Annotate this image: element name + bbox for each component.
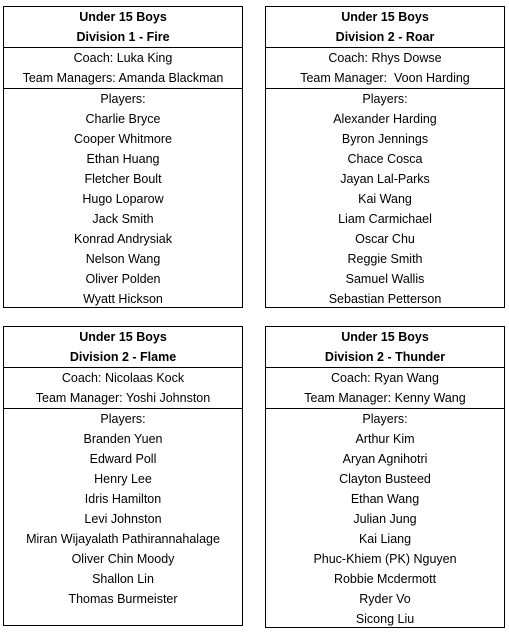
player-name: Kai Liang (358, 532, 412, 546)
team-card-roar (265, 6, 505, 308)
player-name: Ethan Wang (350, 492, 420, 506)
player-name: Levi Johnston (84, 512, 162, 526)
staff-section (266, 368, 504, 409)
team-card-fire (3, 6, 243, 308)
players-section (266, 89, 504, 309)
player-name: Liam Carmichael (338, 212, 432, 226)
player-name: Fletcher Boult (84, 172, 162, 186)
staff-section (266, 48, 504, 89)
player-name: Edward Poll (89, 452, 157, 466)
division-title: Division 1 - Fire (76, 30, 170, 44)
players-section (4, 409, 242, 609)
player-name: Phuc-Khiem (PK) Nguyen (313, 552, 457, 566)
player-name: Oscar Chu (355, 232, 415, 246)
coach-label: Coach: Rhys Dowse (328, 51, 442, 65)
player-name: Arthur Kim (355, 432, 415, 446)
player-name: Alexander Harding (333, 112, 437, 126)
player-name: Hugo Loparow (82, 192, 164, 206)
manager-label: Team Manager: Voon Harding (300, 71, 470, 85)
players-section (4, 89, 242, 309)
team-header (4, 7, 242, 48)
player-name: Oliver Polden (85, 272, 161, 286)
division-title: Division 2 - Thunder (324, 350, 446, 364)
player-name: Jack Smith (92, 212, 154, 226)
age-group-title: Under 15 Boys (79, 10, 167, 24)
players-heading: Players: (362, 92, 408, 106)
players-section (266, 409, 504, 629)
team-card-flame (3, 326, 243, 626)
players-list (266, 429, 504, 629)
staff-section (4, 368, 242, 409)
player-name: Robbie Mcdermott (333, 572, 437, 586)
player-name: Jayan Lal-Parks (340, 172, 430, 186)
team-header (4, 327, 242, 368)
player-name: Thomas Burmeister (68, 592, 178, 606)
manager-label: Team Manager: Kenny Wang (304, 391, 466, 405)
coach-label: Coach: Ryan Wang (331, 371, 439, 385)
player-name: Byron Jennings (341, 132, 429, 146)
team-header (266, 7, 504, 48)
player-name: Oliver Chin Moody (71, 552, 175, 566)
players-list (4, 109, 242, 309)
players-list (4, 429, 242, 609)
team-card-thunder (265, 326, 505, 628)
staff-section (4, 48, 242, 89)
coach-label: Coach: Nicolaas Kock (61, 371, 185, 385)
player-name: Cooper Whitmore (74, 132, 172, 146)
manager-label: Team Manager: Yoshi Johnston (35, 391, 211, 405)
player-name: Henry Lee (94, 472, 152, 486)
player-name: Charlie Bryce (85, 112, 161, 126)
player-name: Nelson Wang (85, 252, 161, 266)
player-name: Clayton Busteed (339, 472, 431, 486)
players-heading: Players: (100, 412, 146, 426)
player-name: Shallon Lin (92, 572, 154, 586)
player-name: Kai Wang (358, 192, 412, 206)
age-group-title: Under 15 Boys (341, 330, 429, 344)
player-name: Sicong Liu (355, 612, 415, 626)
player-name: Chace Cosca (347, 152, 423, 166)
player-name: Konrad Andrysiak (74, 232, 172, 246)
players-heading: Players: (362, 412, 408, 426)
players-heading: Players: (100, 92, 146, 106)
player-name: Sebastian Petterson (328, 292, 442, 306)
age-group-title: Under 15 Boys (341, 10, 429, 24)
player-name: Samuel Wallis (345, 272, 425, 286)
player-name: Aryan Agnihotri (342, 452, 428, 466)
player-name: Reggie Smith (347, 252, 423, 266)
player-name: Miran Wijayalath Pathirannahalage (26, 532, 220, 546)
players-list (266, 109, 504, 309)
player-name: Idris Hamilton (84, 492, 162, 506)
coach-label: Coach: Luka King (73, 51, 173, 65)
player-name: Ethan Huang (86, 152, 160, 166)
division-title: Division 2 - Roar (335, 30, 435, 44)
player-name: Branden Yuen (83, 432, 163, 446)
age-group-title: Under 15 Boys (79, 330, 167, 344)
manager-label: Team Managers: Amanda Blackman (22, 71, 224, 85)
player-name: Julian Jung (353, 512, 417, 526)
team-header (266, 327, 504, 368)
player-name: Ryder Vo (359, 592, 411, 606)
division-title: Division 2 - Flame (69, 350, 177, 364)
player-name: Wyatt Hickson (83, 292, 163, 306)
